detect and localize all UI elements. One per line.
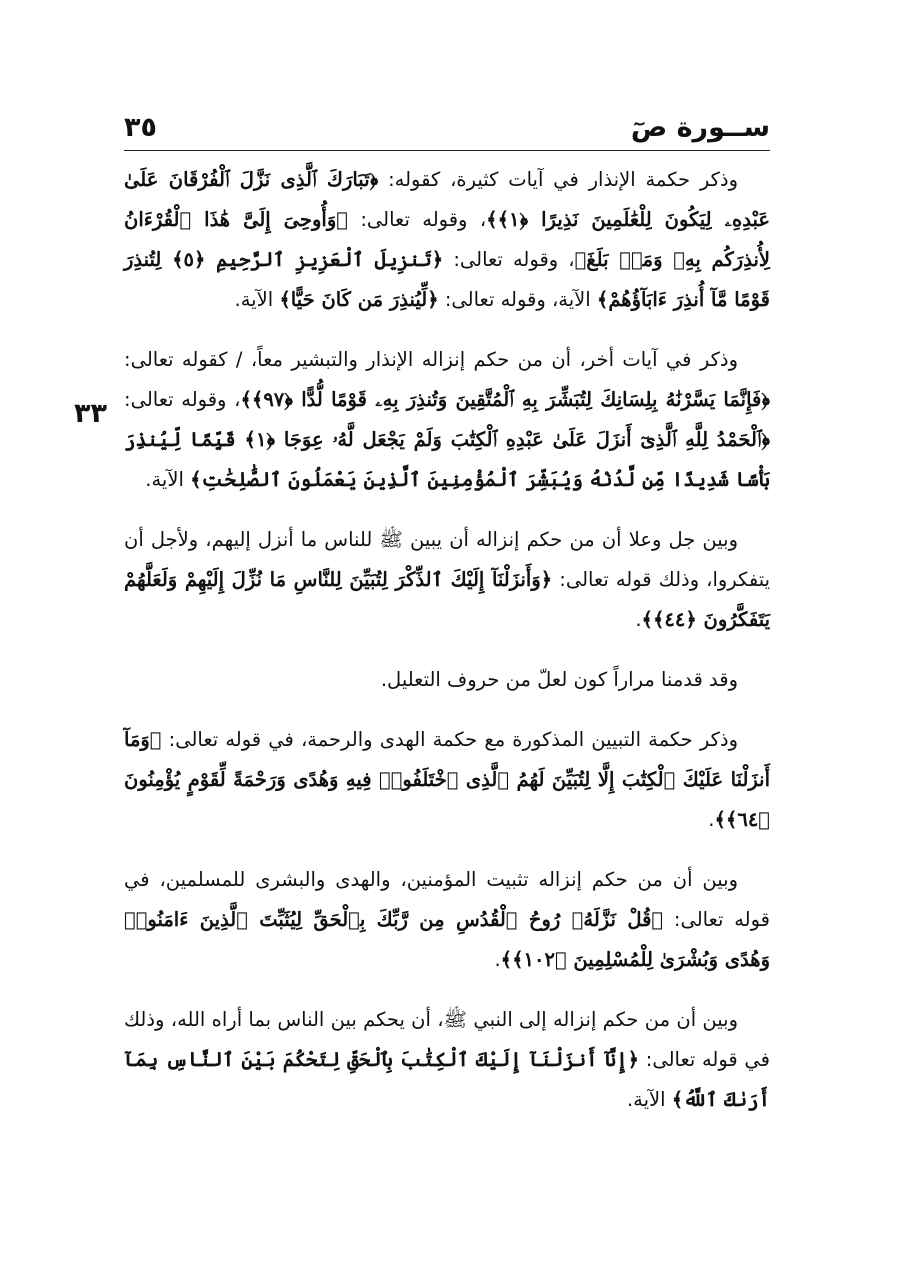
- quran-quote: ﴿وَأُوحِىَ إِلَىَّ هَٰذَا ٱلْقُرْءَانُ لِأُنذِرَكُم بِهِۦ وَمَنۢ بَلَغَ﴾: [124, 208, 770, 271]
- paragraph: [124, 660, 770, 700]
- paragraph-text: وبين أن من حكم إنزاله تثبيت المؤمنين، والهدى والبشرى للمسلمين، في قوله تعالى:: [124, 868, 770, 931]
- quran-quote: ﴿إِنَّآ أَنزَلْنَآ إِلَيْكَ ٱلْكِتَٰبَ بِٱلْحَقِّ لِتَحْكُمَ بَيْنَ ٱلنَّاسِ بِمَآ أَرَىٰكَ ٱللَّهُ﴾: [124, 1048, 770, 1111]
- paragraph-text: وذكر في آيات أخر، أن من حكم إنزاله الإنذار والتبشير معاً، / كقوله تعالى:: [124, 348, 738, 371]
- paragraph-text: الآية، وقوله تعالى:: [438, 288, 597, 311]
- quran-quote: ﴿وَمَآ أَنزَلْنَا عَلَيْكَ ٱلْكِتَٰبَ إِلَّا لِتُبَيِّنَ لَهُمُ ٱلَّذِى ٱخْتَلَفُوا۟ فِيهِ وَهُدًى وَرَحْمَةً لِّقَوْمٍ يُؤْمِنُونَ ﴿٦٤﴾﴾: [124, 728, 770, 831]
- quran-quote: ﴿ٱلْحَمْدُ لِلَّهِ ٱلَّذِىٓ أَنزَلَ عَلَىٰ عَبْدِهِ ٱلْكِتَٰبَ وَلَمْ يَجْعَل لَّهُۥ عِوَجَا ﴿١﴾ قَيِّمًا لِّيُنذِرَ بَأْسًا شَدِيدًا مِّن لَّدُنْهُ وَيُبَشِّرَ ٱلْمُؤْمِنِينَ ٱلَّذِينَ يَعْمَلُونَ ٱلصَّٰلِحَٰتِ﴾: [124, 428, 770, 491]
- paragraph-text: وقد قدمنا مراراً كون لعلّ من حروف التعليل.: [380, 668, 738, 691]
- paragraph: [124, 860, 770, 980]
- paragraph: [124, 160, 770, 320]
- quran-quote: ﴿قُلْ نَزَّلَهُۥ رُوحُ ٱلْقُدُسِ مِن رَّبِّكَ بِٱلْحَقِّ لِيُثَبِّتَ ٱلَّذِينَ ءَامَنُوا۟ وَهُدًى وَبُشْرَىٰ لِلْمُسْلِمِينَ ﴿١٠٢﴾﴾: [124, 908, 770, 971]
- paragraph-text: .: [635, 608, 642, 631]
- page-number: ٣٥: [124, 112, 157, 143]
- quran-quote: ﴿فَإِنَّمَا يَسَّرْنَٰهُ بِلِسَانِكَ لِتُبَشِّرَ بِهِ ٱلْمُتَّقِينَ وَتُنذِرَ بِهِۦ قَوْمًا لُّدًّا ﴿٩٧﴾﴾: [240, 388, 770, 411]
- margin-page-marker: ٣٣: [74, 398, 107, 429]
- quran-quote: ﴿تَبَارَكَ ٱلَّذِى نَزَّلَ ٱلْفُرْقَانَ عَلَىٰ عَبْدِهِۦ لِيَكُونَ لِلْعَٰلَمِينَ نَذِيرًا ﴿١﴾﴾: [124, 168, 770, 231]
- paragraph: [124, 520, 770, 640]
- paragraph-text: وبين جل وعلا أن من حكم إنزاله أن يبين ﷺ للناس ما أنزل إليهم، ولأجل أن يتفكروا، وذلك قوله تعالى:: [124, 528, 771, 591]
- quran-quote: ﴿لِّيُنذِرَ مَن كَانَ حَيًّا﴾: [279, 288, 439, 311]
- paragraph-text: .: [494, 948, 501, 971]
- text-body: [124, 160, 770, 1120]
- quran-quote: ﴿وَأَنزَلْنَآ إِلَيْكَ ٱلذِّكْرَ لِتُبَيِّنَ لِلنَّاسِ مَا نُزِّلَ إِلَيْهِمْ وَلَعَلَّهُمْ يَتَفَكَّرُونَ ﴿٤٤﴾﴾: [124, 568, 770, 631]
- paragraph: [124, 1000, 770, 1120]
- paragraph-text: ، وقوله تعالى:: [443, 248, 575, 271]
- paragraph-text: الآية.: [626, 1088, 672, 1111]
- quran-quote: ﴿تَنزِيلَ ٱلْعَزِيزِ ٱلرَّحِيمِ ﴿٥﴾ لِتُنذِرَ قَوْمًا مَّآ أُنذِرَ ءَابَآؤُهُمْ﴾: [124, 248, 770, 311]
- paragraph-text: وذكر حكمة الإنذار في آيات كثيرة، كقوله:: [378, 168, 738, 191]
- page-header: [124, 104, 770, 148]
- paragraph-text: وبين أن من حكم إنزاله إلى النبي ﷺ، أن يحكم بين الناس بما أراه الله، وذلك في قوله تعالى:: [124, 1008, 770, 1071]
- paragraph-text: ، وقوله تعالى:: [347, 208, 487, 231]
- paragraph-text: .: [708, 808, 715, 831]
- surah-title: ســورة صٓ: [630, 112, 770, 143]
- paragraph: [124, 720, 770, 840]
- paragraph-text: الآية.: [145, 468, 191, 491]
- paragraph: [124, 340, 770, 500]
- paragraph-text: الآية.: [234, 288, 280, 311]
- paragraph-text: وذكر حكمة التبيين المذكورة مع حكمة الهدى والرحمة، في قوله تعالى:: [161, 728, 738, 751]
- header-rule: [124, 150, 770, 151]
- paragraph-text: ، وقوله تعالى:: [124, 388, 241, 411]
